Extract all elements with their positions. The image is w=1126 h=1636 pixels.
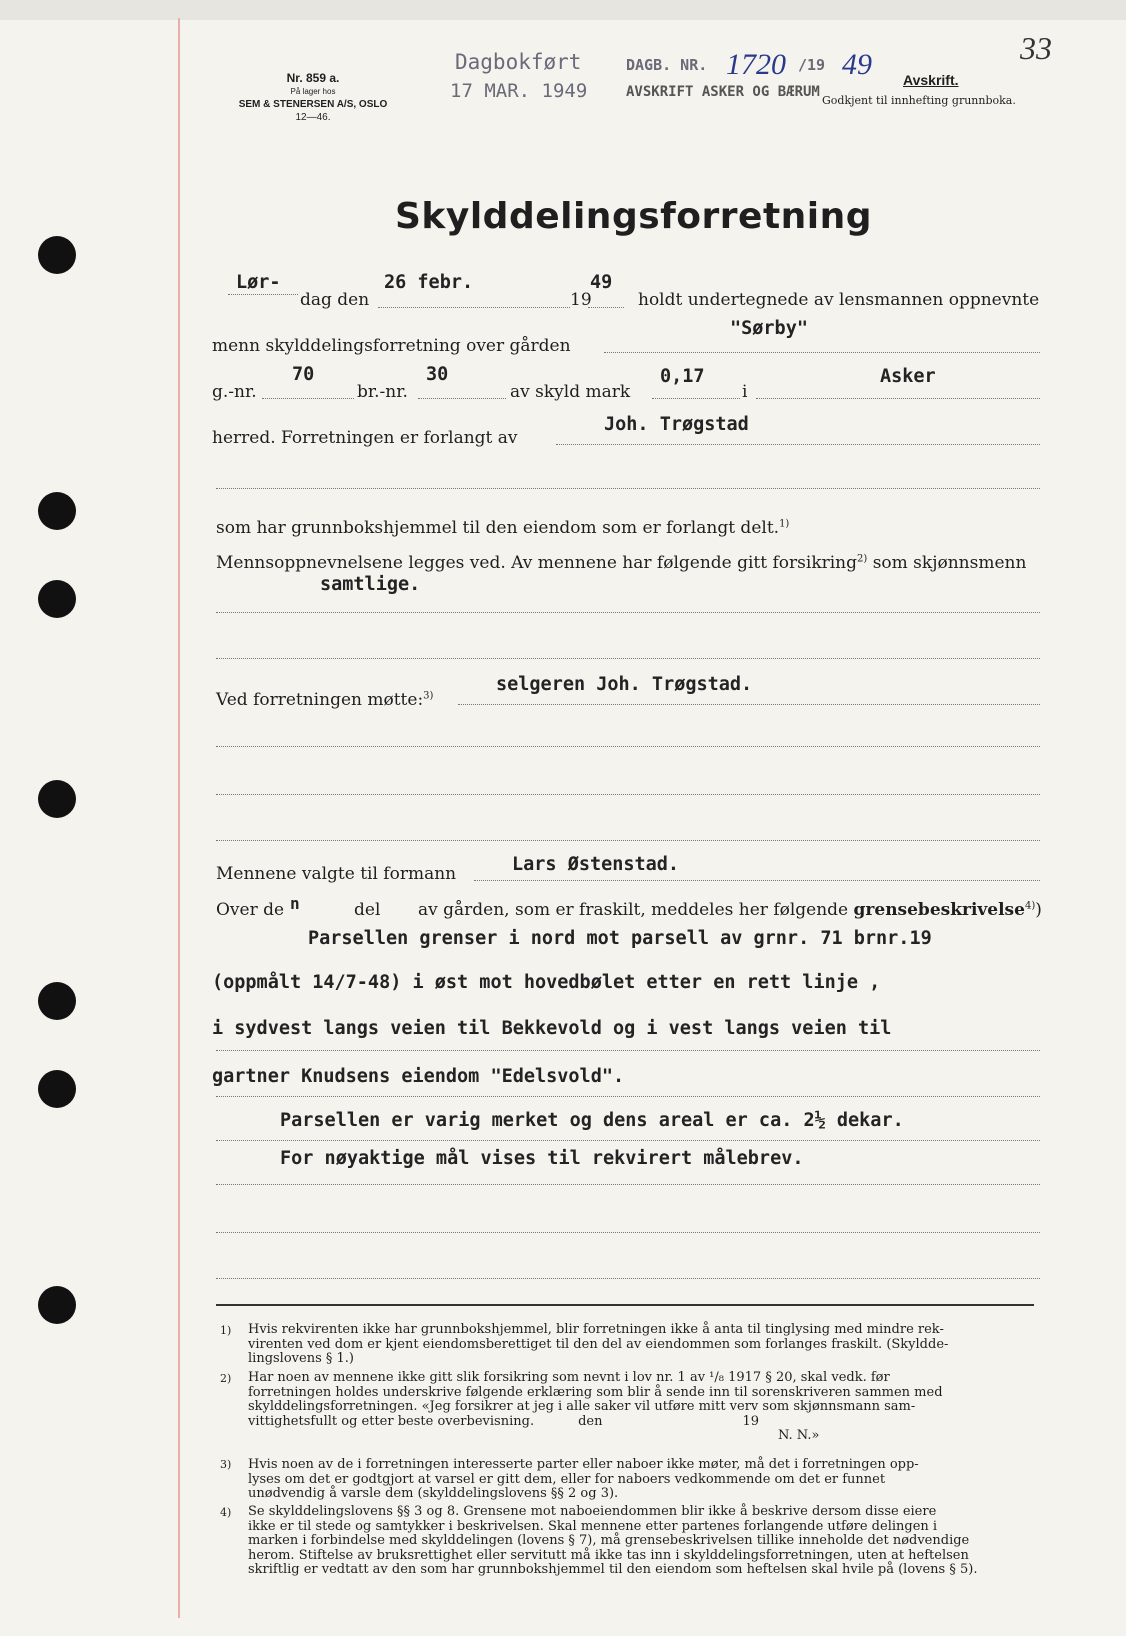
fill-line	[418, 398, 506, 399]
document-title: Skylddelingsforretning	[395, 196, 873, 237]
herred-text: herred. Forretningen er forlangt av	[212, 428, 518, 448]
form-number: Nr. 859 a.	[286, 71, 340, 85]
fn2-nn: N. N.»	[778, 1428, 820, 1443]
herred-fill: Asker	[880, 366, 936, 387]
grunnbok-sentence: som har grunnbokshjemmel til den eiendom som er forlangt delt.	[216, 518, 780, 538]
brnr-label: br.-nr.	[357, 382, 408, 402]
binder-hole	[38, 1286, 76, 1324]
fill-line	[588, 307, 624, 308]
year-fill: 49	[590, 272, 613, 293]
description-line: gartner Knudsens eiendom "Edelsvold".	[212, 1066, 625, 1087]
footnote-ref-2: 2)	[857, 553, 868, 565]
avskrift-label: Avskrift.	[903, 72, 959, 88]
footnote-4	[248, 1505, 977, 1578]
fill-line	[216, 1096, 1040, 1097]
fill-line	[216, 1140, 1040, 1141]
fraskilt-sentence: av gården, som er fraskilt, meddeles her følgende	[418, 900, 849, 920]
footnote-line: unødvendig å varsle dem (skylddelingslovens §§ 2 og 3).	[248, 1486, 619, 1501]
footnote-ref-1: 1)	[779, 518, 790, 530]
footnote-line	[248, 1415, 943, 1430]
holdt-text: holdt undertegnede av lensmannen oppnevnte	[638, 290, 1040, 310]
farm-fill: "Sørby"	[730, 318, 808, 339]
fill-line	[228, 294, 298, 295]
fill-line	[756, 398, 1040, 399]
weekday-fill: Lør-	[236, 272, 281, 293]
requester-fill: Joh. Trøgstad	[604, 414, 749, 435]
dag-den-label: dag den	[300, 290, 370, 310]
page-number: 33	[1020, 30, 1052, 66]
footnote-line: lyses om det er godtgjort at varsel er gitt dem, eller for naboers vedkommende om det er funnet	[248, 1471, 886, 1487]
menns-text	[216, 553, 1026, 573]
grense-label: grensebeskrivelse	[853, 900, 1025, 920]
fill-line	[262, 398, 354, 399]
fill-line	[458, 704, 1040, 705]
date-fill: 26 febr.	[384, 272, 474, 293]
formann-text: Mennene valgte til formann	[216, 864, 457, 884]
binder-hole	[38, 236, 76, 274]
footnote-line: marken i forbindelse med skylddelingen (lovens § 7), må grensebeskrivelsen tillike inneholde det nødvendige	[248, 1533, 970, 1548]
description-line: i sydvest langs veien til Bekkevold og i vest langs veien til	[212, 1018, 892, 1039]
i-label: i	[742, 382, 748, 402]
footnote-1	[248, 1323, 948, 1367]
footnote-line: skylddelingsforretningen. «Jeg forsikrer at jeg i alle saker vil utføre mitt verv som skjønnsmann sam-	[248, 1399, 916, 1414]
fraskilt-text: av gården, som er fraskilt, meddeles her følgende grensebeskrivelse$^{4)}$)	[418, 900, 1042, 920]
description-line: For nøyaktige mål vises til rekvirert målebrev.	[280, 1148, 804, 1169]
gnr-fill: 70	[292, 364, 315, 385]
binder-hole	[38, 492, 76, 530]
footnote-3	[248, 1458, 919, 1502]
description-line: (oppmålt 14/7-48) i øst mot hovedbølet etter en rett linje ,	[212, 972, 881, 993]
footnote-line: virenten ved dom er kjent eiendomsberettiget til den del av eiendommen som forlanges fraskilt. (Skyldde-	[248, 1336, 949, 1352]
stamp-date: 17 MAR. 1949	[450, 80, 588, 102]
description-line: Parsellen er varig merket og dens areal er ca. 2½ dekar.	[280, 1110, 904, 1131]
fn2-19: 19	[742, 1413, 760, 1429]
grunnbok-text	[216, 518, 789, 538]
fill-line	[216, 840, 1040, 841]
fill-line	[378, 307, 570, 308]
footnote-line-text: vittighetsfullt og etter beste overbevisning.	[248, 1413, 535, 1429]
footnote-separator	[216, 1304, 1034, 1306]
fill-line	[216, 658, 1040, 659]
publisher-line1: På lager hos	[290, 87, 336, 96]
skyld-fill: 0,17	[660, 366, 705, 387]
dagb-number: 1720	[726, 48, 786, 81]
dagbokfort-stamp: Dagbokført	[455, 50, 582, 74]
fill-line	[216, 612, 1040, 613]
fill-line	[216, 1232, 1040, 1233]
footnote-line: Har noen av mennene ikke gitt slik forsikring som nevnt i lov nr. 1 av ¹/₈ 1917 § 20, skal vedk. før	[248, 1370, 890, 1385]
publisher-line2: SEM & STENERSEN A/S, OSLO	[238, 99, 388, 110]
printer-info	[218, 72, 408, 124]
footnote-1-number: 1)	[220, 1324, 232, 1337]
margin-rule	[178, 18, 180, 1618]
description-line: Parsellen grenser i nord mot parsell av grnr. 71 brnr.19	[308, 928, 932, 949]
footnote-line: Se skylddelingslovens §§ 3 og 8. Grensene mot naboeiendommen blir ikke å beskrive dersom disse eiere	[248, 1504, 937, 1519]
binder-hole	[38, 780, 76, 818]
menn-text: menn skylddelingsforretning over gården	[212, 336, 571, 356]
footnote-4-number: 4)	[220, 1506, 232, 1519]
fill-line	[556, 444, 1040, 445]
skyld-label: av skyld mark	[510, 382, 631, 402]
dagb-nr-label: DAGB. NR.	[626, 56, 708, 74]
mote-sentence: Ved forretningen møtte:	[216, 690, 424, 710]
brnr-fill: 30	[426, 364, 449, 385]
stamp-year-prefix: /19	[798, 56, 826, 74]
fn2-den: den	[578, 1413, 603, 1429]
over-den-text: Over de	[216, 900, 285, 920]
mote-text	[216, 690, 433, 710]
fill-line	[652, 398, 740, 399]
footnote-line: skriftlig er vedtatt av den som har grunnbokshjemmel til den eiendom som heftelsen skal hvile på (lovens § 5).	[248, 1562, 978, 1577]
fill-line	[474, 880, 1040, 881]
footnote-2	[248, 1371, 943, 1444]
menns-tail: som skjønnsmenn	[872, 553, 1027, 573]
binder-hole	[38, 982, 76, 1020]
fill-line	[216, 1050, 1040, 1051]
footnote-line: lingslovens § 1.)	[248, 1351, 354, 1366]
fill-line	[216, 1184, 1040, 1185]
fill-line	[216, 746, 1040, 747]
publisher-date: 12—46.	[295, 112, 331, 123]
avskrift-stamp: AVSKRIFT ASKER OG BÆRUM	[626, 84, 820, 100]
forsikring-fill: samtlige.	[320, 574, 421, 595]
godkjent-text: Godkjent til innhefting grunnboka.	[822, 94, 1016, 107]
over-n-fill: n	[290, 894, 300, 913]
footnote-3-number: 3)	[220, 1458, 232, 1471]
footnote-ref-3: 3)	[423, 690, 434, 702]
year-suffix: 49	[842, 48, 872, 81]
fill-line	[216, 794, 1040, 795]
footnote-line: forretningen holdes underskrive følgende erklæring som blir å sende inn til sorenskriveren sammen med	[248, 1384, 943, 1400]
formann-fill: Lars Østenstad.	[512, 854, 680, 875]
footnote-ref-4: 4)	[1024, 900, 1036, 912]
footnote-line: ikke er til stede og samtykker i beskrivelsen. Skal mennene etter partenes forlangende utføre delingen i	[248, 1518, 938, 1534]
fill-line	[216, 1278, 1040, 1279]
mote-fill: selgeren Joh. Trøgstad.	[496, 674, 753, 695]
footnote-line: Hvis rekvirenten ikke har grunnbokshjemmel, blir forretningen ikke å anta til tinglysing med mindre rek-	[248, 1322, 944, 1337]
fill-line	[604, 352, 1040, 353]
footnote-line: Hvis noen av de i forretningen interesserte parter eller naboer ikke møter, må det i forretningen opp-	[248, 1457, 919, 1472]
page-top-edge	[0, 0, 1126, 20]
footnote-2-number: 2)	[220, 1372, 232, 1385]
binder-hole	[38, 580, 76, 618]
fill-line	[216, 488, 1040, 489]
gnr-label: g.-nr.	[212, 382, 257, 402]
del-label: del	[354, 900, 381, 920]
binder-hole	[38, 1070, 76, 1108]
century-label: 19	[570, 290, 592, 310]
menns-sentence: Mennsoppnevnelsene legges ved. Av mennene har følgende gitt forsikring	[216, 553, 858, 573]
footnote-line: herom. Stiftelse av bruksrettighet eller servitutt må ikke tas inn i skylddelingsforretningen, uten at heftelsen	[248, 1547, 969, 1563]
